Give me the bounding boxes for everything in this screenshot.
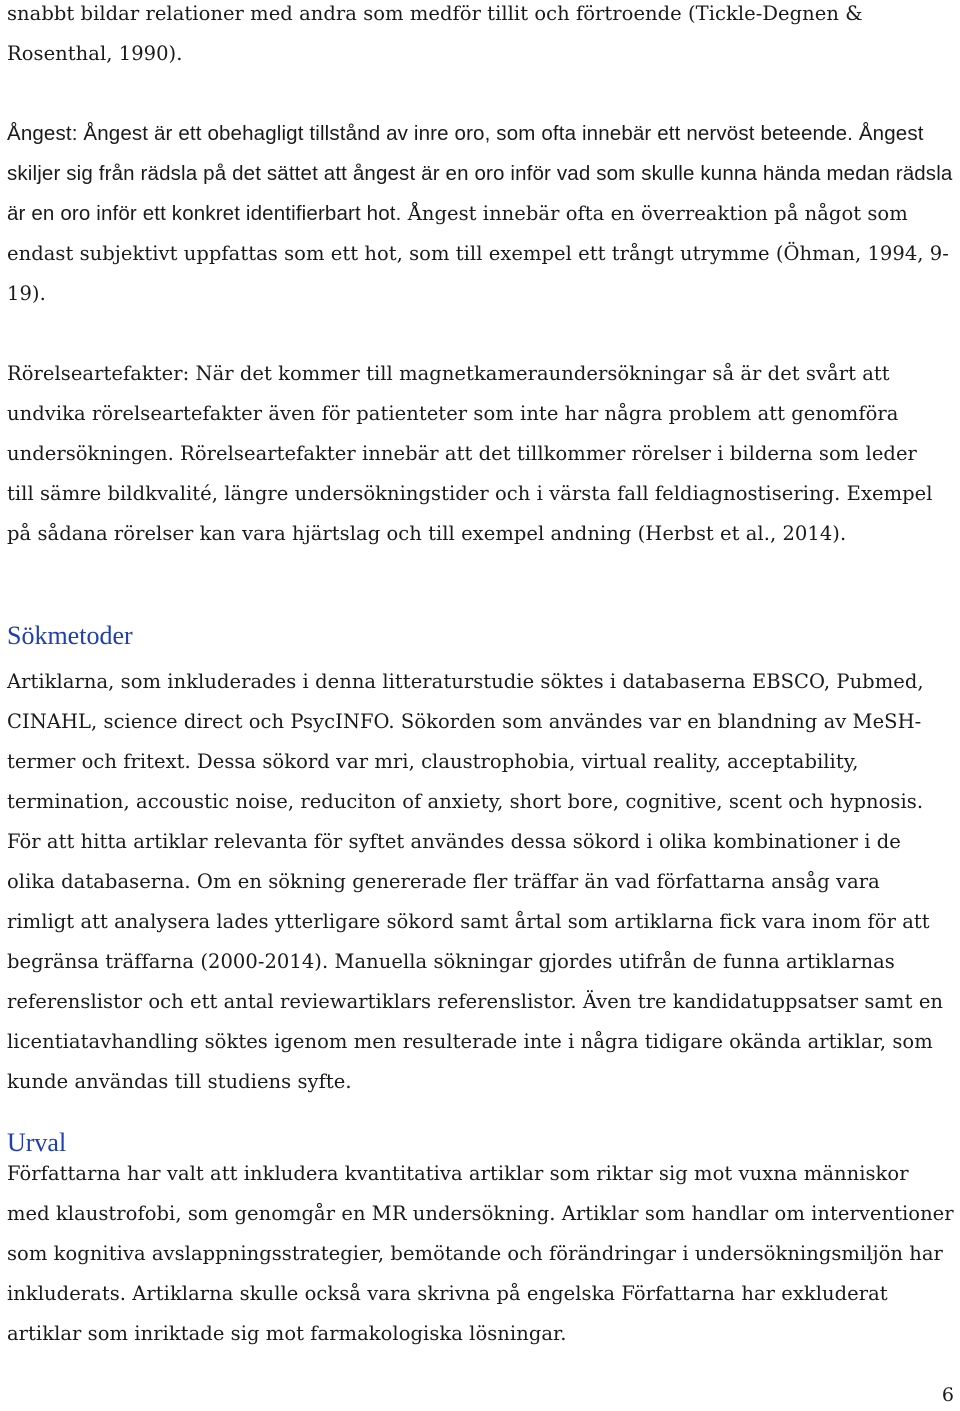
urval-paragraph: Författarna har valt att inkludera kvantitativa artiklar som riktar sig mot vuxna människor med klaustrofobi, som genomgår en MR undersökning. Artiklar som handlar om interventioner som kognitiva avslappningsstrategier, bemötande och förändringar i undersökningsmiljön har inkluderats. Artiklarna skulle också vara skrivna på engelska Författarna har exkluderat artiklar som inriktade sig mot farmakologiska lösningar. [7, 1162, 954, 1345]
rorelseartefakter-paragraph: Rörelseartefakter: När det kommer till magnetkameraundersökningar så är det svårt att undvika rörelseartefakter även för patienteter som inte har några problem att genomföra undersökningen. Rörelseartefakter innebär att det tillkommer rörelser i bilderna som leder till sämre bildkvalité, längre undersökningstider och i värsta fall feldiagnostisering. Exempel på sådana rörelser kan vara hjärtslag och till exempel andning (Herbst et al., 2014). [7, 362, 933, 545]
angest-paragraph [7, 114, 953, 314]
angest-definition-text: Ångest: Ångest är ett obehagligt tillstånd av inre oro, som ofta innebär ett nervöst beteende. Ångest skiljer sig från rädsla på det sättet att ångest är en oro inför vad som skulle kunna hända medan rädsla är en oro inför ett konkret identifierbart hot. [7, 122, 953, 225]
urval-heading: Urval [7, 1128, 67, 1157]
page-number: 6 [941, 1384, 954, 1406]
sokmetoder-heading: Sökmetoder [7, 621, 133, 650]
sokmetoder-paragraph: Artiklarna, som inkluderades i denna litteraturstudie söktes i databaserna EBSCO, Pubmed, CINAHL, science direct och PsycINFO. Sökorden som användes var en blandning av MeSH-termer och fritext. Dessa sökord var mri, claustrophobia, virtual reality, acceptability, termination, accoustic noise, reduciton of anxiety, short bore, cognitive, scent och hypnosis. För att hitta artiklar relevanta för syftet användes dessa sökord i olika kombinationer i de olika databaserna. Om en sökning genererade fler träffar än vad författarna ansåg vara rimligt att analysera lades ytterligare sökord samt årtal som artiklarna fick vara inom för att begränsa träffarna (2000-2014). Manuella sökningar gjordes utifrån de funna artiklarnas referenslistor och ett antal reviewartiklars referenslistor. Även tre kandidatuppsatser samt en licentiatavhandling söktes igenom men resulterade inte i några tidigare okända artiklar, som kunde användas till studiens syfte. [7, 670, 944, 1093]
intro-paragraph: snabbt bildar relationer med andra som medför tillit och förtroende (Tickle-Degnen & Rosenthal, 1990). [7, 2, 863, 65]
angest-continuation-text: Ångest innebär ofta en överreaktion på något som endast subjektivt uppfattas som ett hot, som till exempel ett trångt utrymme (Öhman, 1994, 9-19). [7, 202, 949, 305]
